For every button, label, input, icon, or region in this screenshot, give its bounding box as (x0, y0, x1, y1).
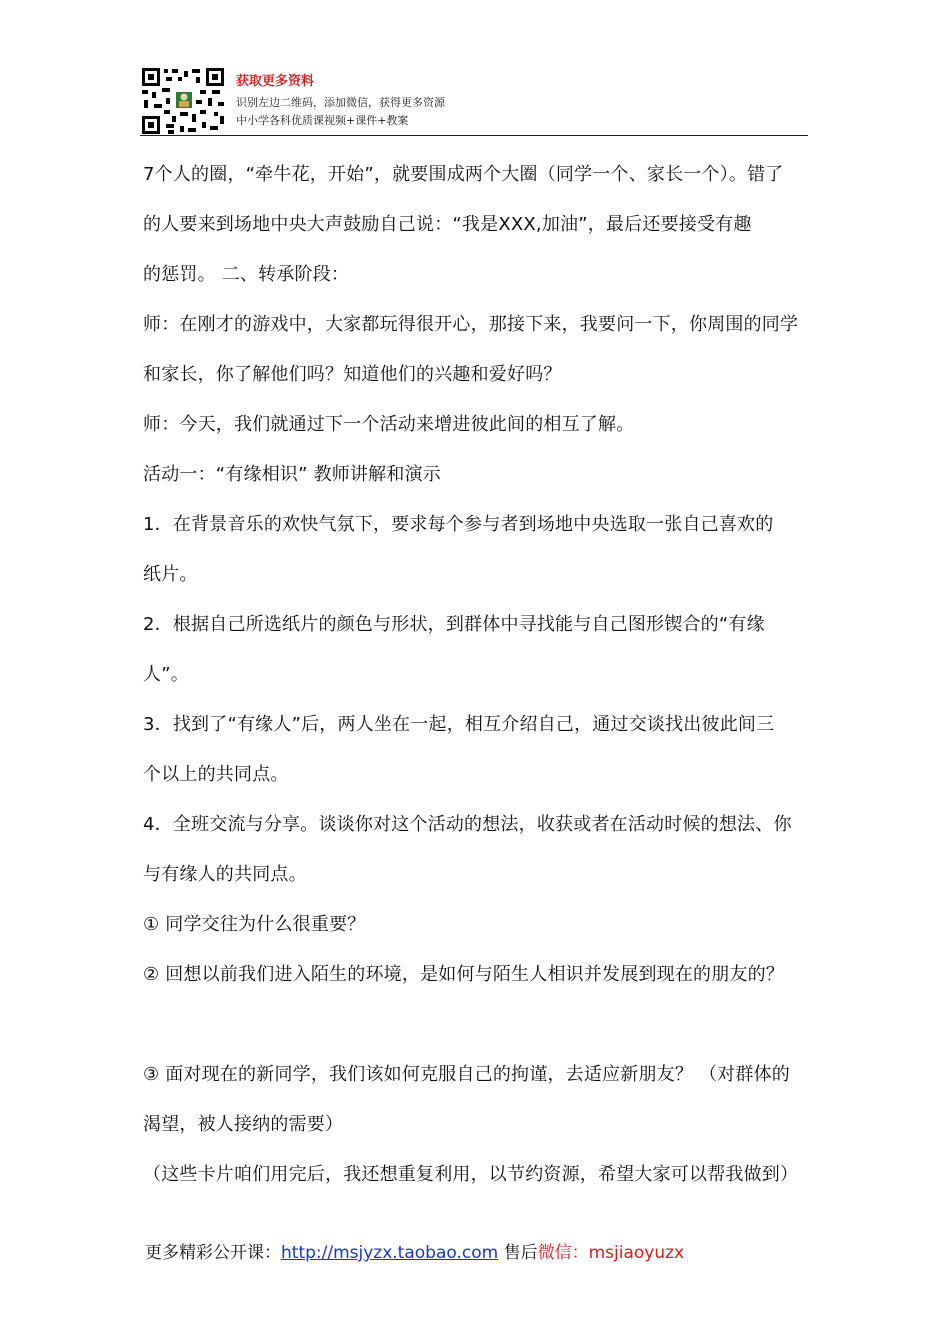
body-line: 7个人的圈，“牵牛花，开始”，就要围成两个大圈（同学一个、家长一个）。错了 (143, 164, 784, 185)
closing-note: （这些卡片咱们用完后，我还想重复利用，以节约资源，希望大家可以帮我做到） (143, 1164, 799, 1185)
footer (145, 1238, 684, 1263)
step-1: 1．在背景音乐的欢快气氛下，要求每个参与者到场地中央选取一张自己喜欢的 (143, 514, 774, 535)
body-line: 师：在刚才的游戏中，大家都玩得很开心，那接下来，我要问一下，你周围的同学 (143, 314, 799, 335)
body-line: 纸片。 (143, 564, 198, 585)
step-2: 2．根据自己所选纸片的颜色与形状，到群体中寻找能与自己图形锲合的“有缘 (143, 614, 765, 635)
question-2: ② 回想以前我们进入陌生的环境，是如何与陌生人相识并发展到现在的朋友的？ (143, 964, 785, 985)
promo-header (140, 62, 808, 136)
body-line: 个以上的共同点。 (143, 764, 289, 785)
question-1: ① 同学交往为什么很重要？ (143, 914, 366, 935)
step-4: 4．全班交流与分享。谈谈你对这个活动的想法，收获或者在活动时候的想法、你 (143, 814, 792, 835)
promo-title: 获取更多资料 (236, 74, 315, 89)
body-line: 和家长，你了解他们吗？知道他们的兴趣和爱好吗？ (143, 364, 562, 385)
footer-prefix: 更多精彩公开课： (145, 1243, 281, 1263)
body-line: 与有缘人的共同点。 (143, 864, 307, 885)
wechat-id: msjiaoyuzx (588, 1243, 685, 1263)
promo-line: 中小学各科优质课视频+课件+教案 (236, 114, 409, 127)
qr-code-icon[interactable] (140, 66, 226, 136)
activity-heading: 活动一：“有缘相识” 教师讲解和演示 (143, 464, 441, 485)
header-divider (140, 135, 808, 136)
promo-line: 识别左边二维码，添加微信，获得更多资源 (236, 96, 445, 109)
body-line: 的惩罚。 二、转承阶段： (143, 264, 350, 285)
footer-middle: 售后 (498, 1243, 538, 1263)
body-line: 师：今天，我们就通过下一个活动来增进彼此间的相互了解。 (143, 414, 635, 435)
question-3: ③ 面对现在的新同学，我们该如何克服自己的拘谨，去适应新朋友？ （对群体的 (143, 1064, 790, 1085)
wechat-label: 微信： (537, 1243, 589, 1263)
step-3: 3．找到了“有缘人”后，两人坐在一起，相互介绍自己，通过交谈找出彼此间三 (143, 714, 775, 735)
footer-link[interactable]: http://msjyzx.taobao.com (281, 1243, 499, 1263)
body-line: 的人要来到场地中央大声鼓励自己说：“我是XXX,加油”，最后还要接受有趣 (143, 214, 752, 235)
body-line: 渴望，被人接纳的需要） (143, 1114, 344, 1135)
body-line: 人”。 (143, 664, 189, 685)
